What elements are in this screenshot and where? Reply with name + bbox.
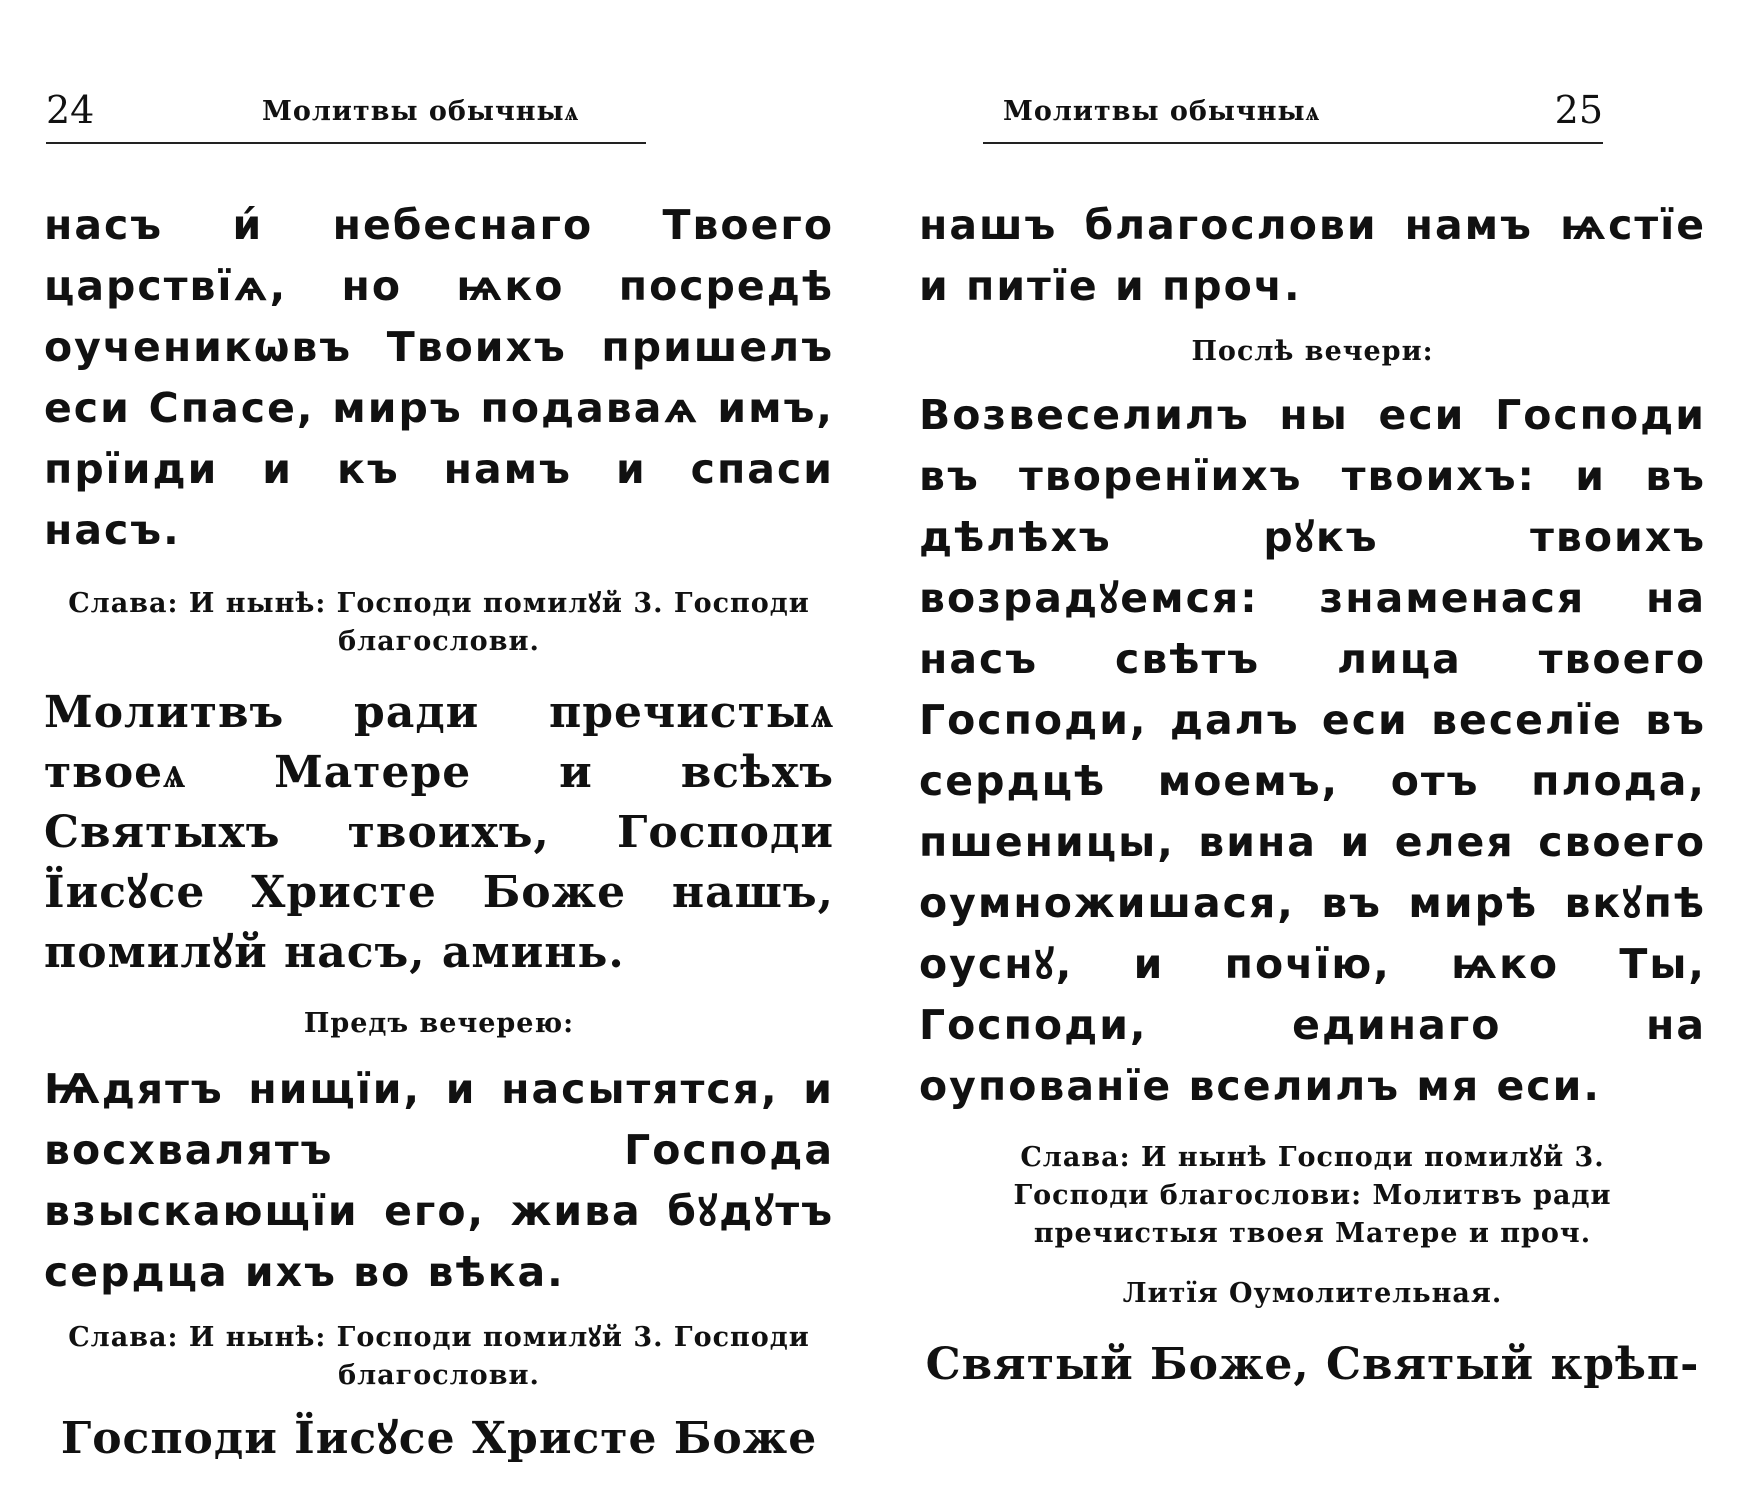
rubric: Предъ вечерею: [303, 1008, 575, 1039]
prayer-paragraph: Возвеселилъ ны еси Господи въ творенїихъ твоихъ: и въ дѣлѣхъ рꙋкъ твоихъ возрадꙋемся: знаменася на насъ свѣтъ лица твоего Господи, далъ еси веселїе въ сердцѣ моемъ, отъ плода, пшеницы, вина и елея своего оумножишася, въ мирѣ вкꙋпѣ оуснꙋ, и почїю, ѩко Ты, Господи, единаго на оупованїе вселилъ мя еси. [919, 391, 1706, 1110]
right-page-body [919, 195, 1706, 1395]
prayer-paragraph: Господи Їисꙋсе Христе Боже [60, 1413, 818, 1464]
prayer-paragraph: насъ и́ небеснаго Твоего царствїѧ, но ѩко посредѣ оученикѡвъ Твоихъ пришелъ еси Спасе, миръ подаваѧ имъ, прїиди и къ намъ и спаси насъ. [44, 201, 834, 554]
page-number: 25 [1554, 88, 1603, 132]
page-number: 24 [46, 88, 95, 132]
left-page-header [46, 88, 646, 148]
rubric: Слава: И нынѣ Господи помилꙋй 3. Господи благослови: Молитвъ ради пречистыя твоея Матере и проч. [1013, 1142, 1612, 1249]
rubric: Слава: И нынѣ: Господи помилꙋй 3. Господи благослови. [68, 1322, 810, 1391]
running-title: Молитвы обычныѧ [262, 96, 580, 127]
prayer-paragraph: нашъ благослови намъ ѩстїе и питїе и проч. [919, 201, 1706, 310]
prayer-paragraph: Молитвъ ради пречистыѧ твоеѧ Матере и всѣхъ Святыхъ твоихъ, Господи Їисꙋсе Христе Боже нашъ, помилꙋй насъ, аминь. [44, 687, 834, 978]
right-page [871, 0, 1742, 1500]
header-rule [46, 142, 646, 144]
header-rule [983, 142, 1603, 144]
rubric: Послѣ вечери: [1191, 336, 1434, 367]
prayer-paragraph: Святый Боже, Святый крѣп- [925, 1339, 1700, 1390]
right-page-header [983, 88, 1603, 148]
left-page-body [44, 195, 834, 1469]
rubric: Слава: И нынѣ: Господи помилꙋй 3. Господи благослови. [68, 588, 810, 657]
running-title: Молитвы обычныѧ [1003, 96, 1321, 127]
rubric: Литїя Оумолительная. [1122, 1278, 1503, 1309]
prayer-paragraph: Ѩдятъ нищїи, и насытятся, и восхвалятъ Господа взыскающїи его, жива бꙋдꙋтъ сердца ихъ во вѣка. [44, 1065, 834, 1296]
